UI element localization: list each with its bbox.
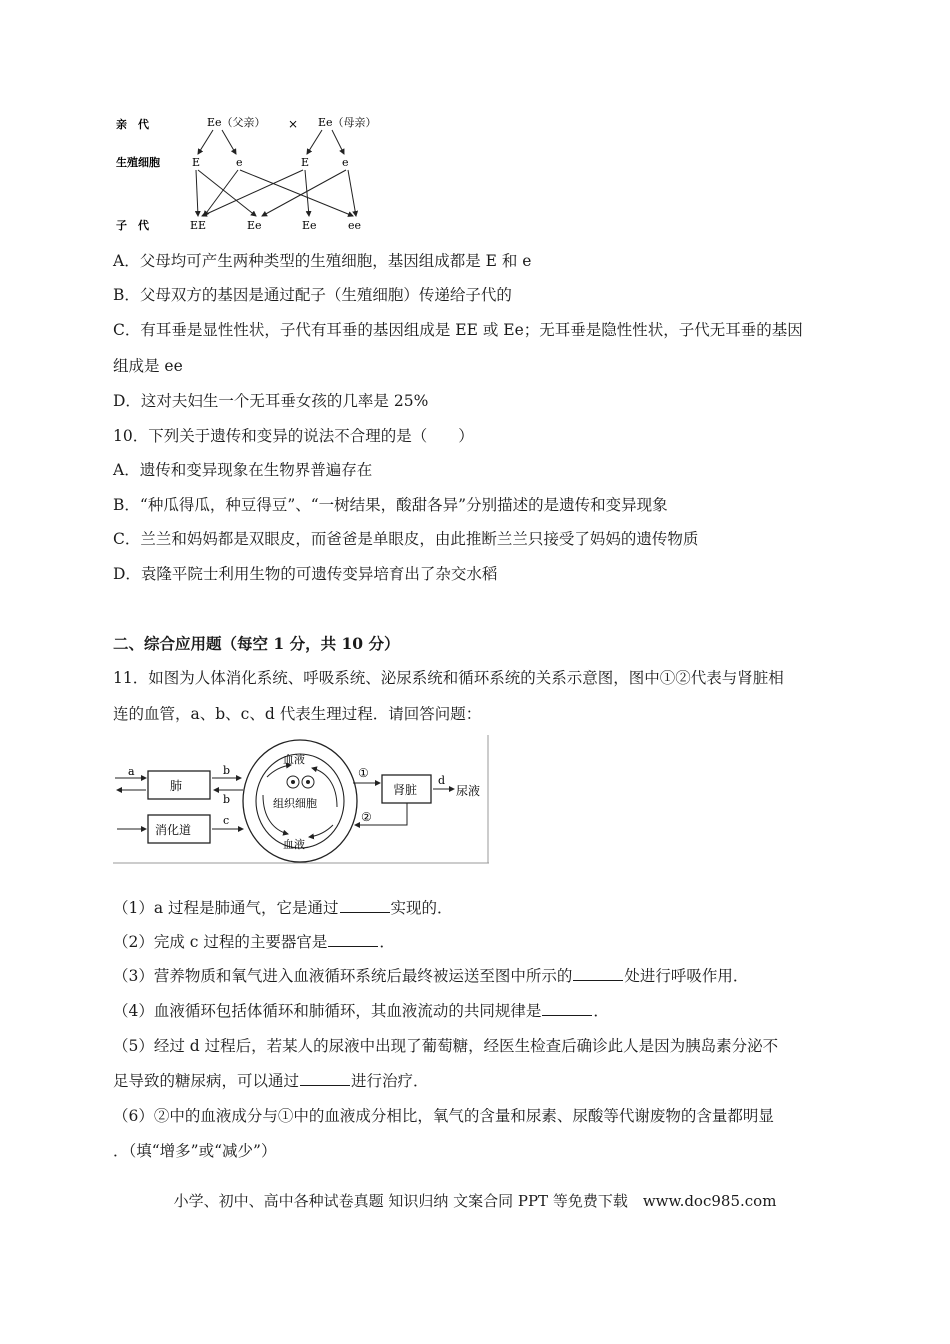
sub-question-6-line2: ．（填“增多”或“减少”） [113,1142,277,1160]
urine-label: 尿液 [456,784,481,798]
blood-top-label: 血液 [283,753,305,766]
cross-symbol: × [288,117,299,131]
gamete-mother-e: e [342,156,349,169]
body-systems-diagram [113,735,491,865]
q9-option-c-line1: C．有耳垂是显性性状，子代有耳垂的基因组成是 EE 或 Ee；无耳垂是隐性性状，子代无耳垂的基因 [113,321,803,339]
label-b-top: b [223,764,231,777]
offspring-ee: ee [348,219,362,232]
answer-blank-1[interactable] [340,898,390,913]
father-genotype: Ee（父亲） [207,116,266,129]
offspring-EE: EE [190,219,207,232]
q10-stem: 10．下列关于遗传和变异的说法不合理的是（ ） [113,427,474,445]
sub-question-6-line1: （6）②中的血液成分与①中的血液成分相比，氧气的含量和尿素、尿酸等代谢废物的含量都明显 [113,1107,774,1125]
q9-option-b: B．父母双方的基因是通过配子（生殖细胞）传递给子代的 [113,286,512,304]
q9-option-c-line2: 组成是 ee [113,357,183,375]
gamete-mother-E: E [301,156,310,169]
answer-blank-5[interactable] [300,1071,350,1086]
answer-blank-4[interactable] [542,1001,592,1016]
vessel-1-label: ① [358,766,369,780]
offspring-Ee-1: Ee [247,219,262,232]
q10-option-d: D．袁隆平院士利用生物的可遗传变异培育出了杂交水稻 [113,565,498,583]
sub-question-1: （1）a 过程是肺通气，它是通过 实现的． [113,899,453,917]
page-footer: 小学、初中、高中各种试卷真题 知识归纳 文案合同 PPT 等免费下载 www.doc985.com [173,1192,777,1210]
mother-genotype: Ee（母亲） [318,116,377,129]
q9-option-a: A．父母均可产生两种类型的生殖细胞，基因组成都是 E 和 e [113,252,532,270]
sub-question-3: （3）营养物质和氧气进入血液循环系统后最终被运送至图中所示的 处进行呼吸作用． [113,967,749,985]
vessel-2-label: ② [361,810,372,824]
offspring-Ee-2: Ee [302,219,317,232]
label-d: d [438,774,446,787]
genetics-diagram [110,108,410,238]
label-b-bottom: b [223,793,231,806]
q11-stem-line1: 11．如图为人体消化系统、呼吸系统、泌尿系统和循环系统的关系示意图，图中①②代表与肾脏相 [113,669,784,687]
row-label-gametes: 生殖细胞 [116,156,160,169]
gamete-father-E: E [192,156,201,169]
label-c: c [223,814,230,827]
digestive-tract-label: 消化道 [155,823,192,837]
sub-question-2: （2）完成 c 过程的主要器官是 ． [113,933,395,951]
q10-option-b: B．“种瓜得瓜，种豆得豆”、“一树结果，酸甜各异”分别描述的是遗传和变异现象 [113,496,668,514]
answer-blank-2[interactable] [328,932,378,947]
lung-label: 肺 [170,779,183,793]
kidney-label: 肾脏 [393,783,418,797]
answer-blank-3[interactable] [573,966,623,981]
tissue-cell-label: 组织细胞 [273,797,317,810]
sub-question-5-line2: 足导致的糖尿病，可以通过 进行治疗． [113,1072,429,1090]
row-label-offspring: 子 代 [116,219,149,232]
sub-question-4: （4）血液循环包括体循环和肺循环，其血液流动的共同规律是 ． [113,1002,609,1020]
sub-question-5-line1: （5）经过 d 过程后，若某人的尿液中出现了葡萄糖，经医生检查后确诊此人是因为胰岛素分泌不 [113,1037,779,1055]
q10-option-c: C．兰兰和妈妈都是双眼皮，而爸爸是单眼皮，由此推断兰兰只接受了妈妈的遗传物质 [113,530,699,548]
label-a: a [128,765,135,778]
inheritance-arrows [196,130,356,216]
blood-bottom-label: 血液 [283,838,305,851]
q10-option-a: A．遗传和变异现象在生物界普遍存在 [113,461,373,479]
q9-option-d: D．这对夫妇生一个无耳垂女孩的几率是 25% [113,392,429,410]
section2-title: 二、综合应用题（每空 1 分，共 10 分） [113,634,400,653]
gamete-father-e: e [236,156,243,169]
row-label-parents: 亲 代 [116,118,149,131]
q11-stem-line2: 连的血管，a、b、c、d 代表生理过程．请回答问题： [113,705,482,723]
